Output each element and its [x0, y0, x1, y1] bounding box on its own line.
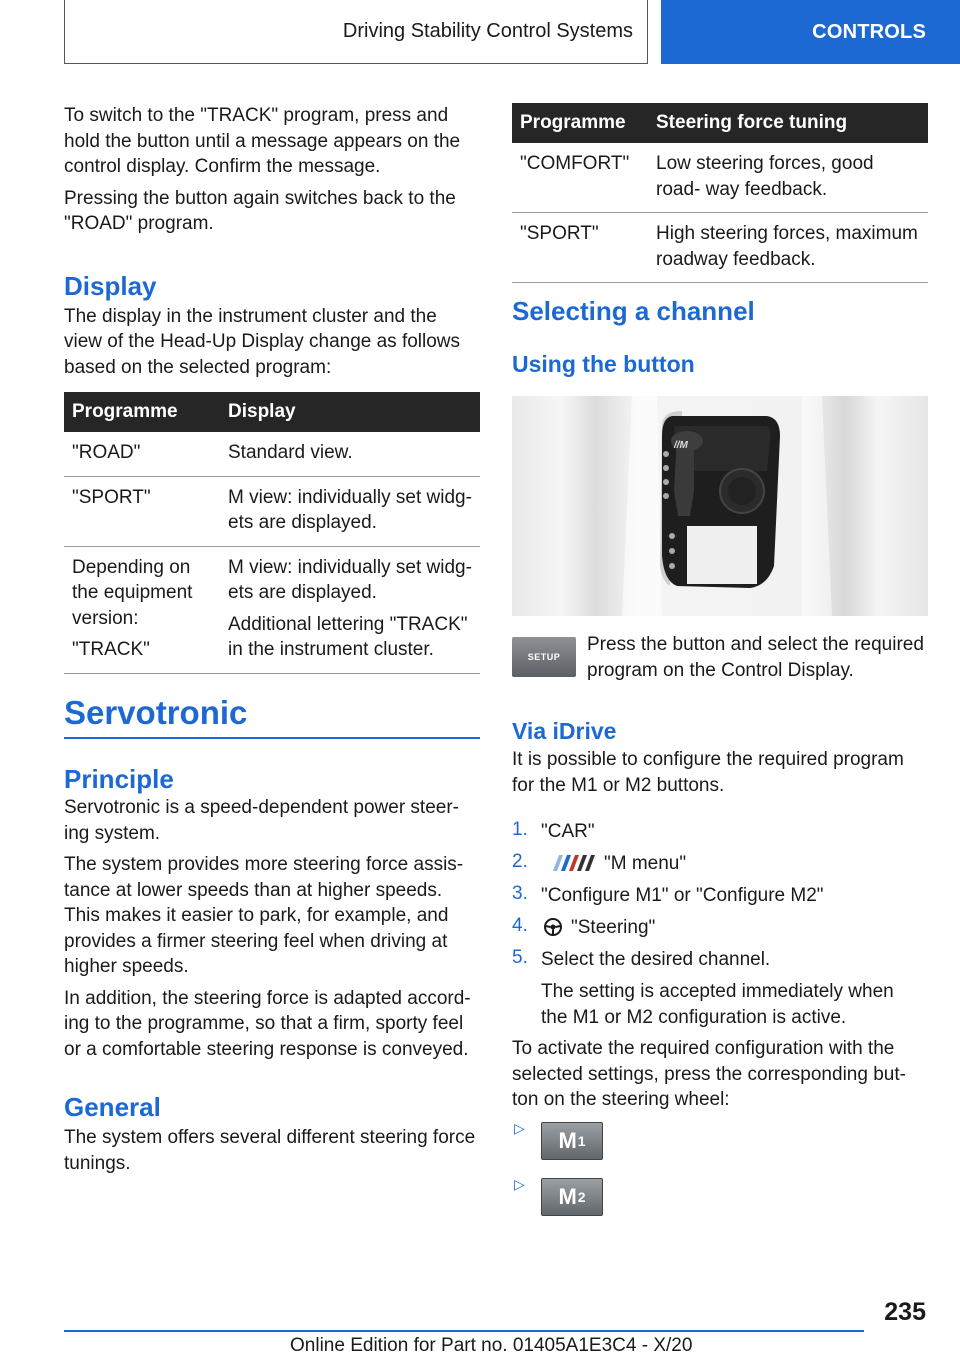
header-section-title: [64, 0, 648, 64]
m1-superscript: 1: [577, 1133, 586, 1149]
table-header-tuning: Steering force tuning: [648, 103, 928, 143]
cell-text: "TRACK": [72, 639, 150, 660]
cell-text: Depending on the equipment version:: [72, 556, 193, 629]
intro-paragraph-2: Pressing the button again switches back to the "ROAD" program.: [64, 187, 456, 234]
bullet-icon: ▷: [514, 1120, 525, 1136]
table-row: [64, 546, 480, 673]
table-cell: [64, 546, 220, 673]
intro-paragraph-1: To switch to the "TRACK" program, press and hold the button until a message appears on the control display. Confirm the message.: [64, 105, 461, 177]
svg-text://M: //M: [674, 440, 688, 451]
display-paragraph: The display in the instrument cluster and the view of the Head-Up Display change as follows based on the selected program:: [64, 305, 461, 378]
step-text: "Configure M1" or "Configure M2": [541, 885, 824, 906]
selecting-heading: Selecting a channel: [512, 296, 755, 326]
idrive-section: [512, 718, 928, 798]
table-header-display: Display: [220, 392, 480, 432]
m2-label: M: [558, 1184, 577, 1209]
table-cell: [64, 476, 220, 546]
step-text: Select the desired channel.: [541, 949, 771, 970]
m1-label: M: [558, 1128, 577, 1153]
tuning-table-wrap: [512, 103, 928, 283]
cell-text: M view: individually set widg- ets are displayed.: [228, 486, 472, 533]
general-heading: General: [64, 1092, 161, 1122]
table-row: [64, 432, 480, 476]
servotronic-heading: Servotronic: [64, 694, 248, 731]
section-title: Driving Stability Control Systems: [342, 20, 633, 42]
principle-paragraph-2: The system provides more steering force assis- tance at lower speeds than at higher speeds. This makes it easier to park, for example, and provides a firmer steering feel when driving at higher speeds.: [64, 854, 464, 977]
step-number: 4.: [512, 915, 528, 936]
cell-text: Standard view.: [228, 442, 353, 463]
step-text: "Steering": [571, 917, 656, 938]
display-heading: Display: [64, 270, 157, 301]
table-row: [64, 476, 480, 546]
principle-section: [64, 764, 480, 1176]
m2-button-icon: [541, 1178, 603, 1216]
m2-superscript: 2: [577, 1189, 586, 1205]
general-paragraph: The system offers several different steering force tunings.: [64, 1127, 476, 1174]
table-cell: "COMFORT": [512, 143, 648, 213]
display-table: [64, 392, 480, 674]
setup-button-icon: [512, 637, 576, 677]
activate-paragraph: To activate the required configuration with the selected settings, press the corresponding but- ton on the steering wheel:: [512, 1038, 906, 1110]
table-cell: [64, 432, 220, 476]
table-cell: "SPORT": [512, 213, 648, 283]
table-row: [512, 213, 928, 283]
footer-divider: [64, 1330, 864, 1332]
table-row: [512, 143, 928, 213]
idrive-paragraph: It is possible to configure the required program for the M1 or M2 buttons.: [512, 749, 904, 796]
table-cell: [220, 432, 480, 476]
step-number: 2.: [512, 851, 528, 872]
gear-selector-photo: [512, 396, 928, 616]
setup-text: Press the button and select the required program on the Control Display.: [587, 634, 924, 681]
m-menu-icon: [549, 855, 597, 871]
selecting-section: [512, 296, 928, 378]
principle-heading: Principle: [64, 764, 174, 794]
step-text: "CAR": [541, 821, 595, 842]
principle-paragraph-1: Servotronic is a speed-dependent power steer- ing system.: [64, 797, 460, 844]
page-number: 235: [884, 1298, 926, 1326]
cell-text: M view: individually set widg- ets are displayed.: [228, 556, 472, 603]
step-5-note: The setting is accepted immediately when the M1 or M2 configuration is active.: [541, 981, 894, 1028]
servotronic-section: [64, 694, 480, 732]
table-header-programme: Programme: [64, 392, 220, 432]
table-cell: High steering forces, maximum roadway feedback.: [648, 213, 928, 283]
step-number: 3.: [512, 883, 528, 904]
table-header-programme: Programme: [512, 103, 648, 143]
setup-label: SETUP: [527, 652, 561, 662]
step-number: 5.: [512, 947, 528, 968]
cell-text: "ROAD": [72, 442, 141, 463]
bullet-icon: ▷: [514, 1176, 525, 1192]
idrive-heading: Via iDrive: [512, 718, 617, 744]
heading-divider: [64, 737, 480, 739]
table-cell: [220, 476, 480, 546]
edition-text: Online Edition for Part no. 01405A1E3C4 - X/20: [290, 1335, 693, 1356]
cell-text: Additional lettering "TRACK" in the instrument cluster.: [228, 613, 468, 660]
using-button-heading: Using the button: [512, 351, 695, 377]
table-cell: Low steering forces, good road- way feedback.: [648, 143, 928, 213]
step-text: "M menu": [604, 853, 687, 874]
step-number: 1.: [512, 819, 528, 840]
console-illustration: [512, 396, 928, 616]
cell-text: "SPORT": [72, 486, 151, 508]
principle-paragraph-3: In addition, the steering force is adapted accord- ing to the programme, so that a firm, sporty feel or a comfortable steering response is conveyed.: [64, 987, 471, 1060]
table-cell: [220, 546, 480, 673]
setup-instruction: [587, 632, 932, 683]
steering-wheel-icon: [543, 917, 563, 937]
m1-button-icon: [541, 1122, 603, 1160]
left-column: [64, 103, 480, 674]
tuning-table: [512, 103, 928, 283]
chapter-title: CONTROLS: [812, 20, 926, 43]
header-chapter-tab[interactable]: [661, 0, 960, 64]
